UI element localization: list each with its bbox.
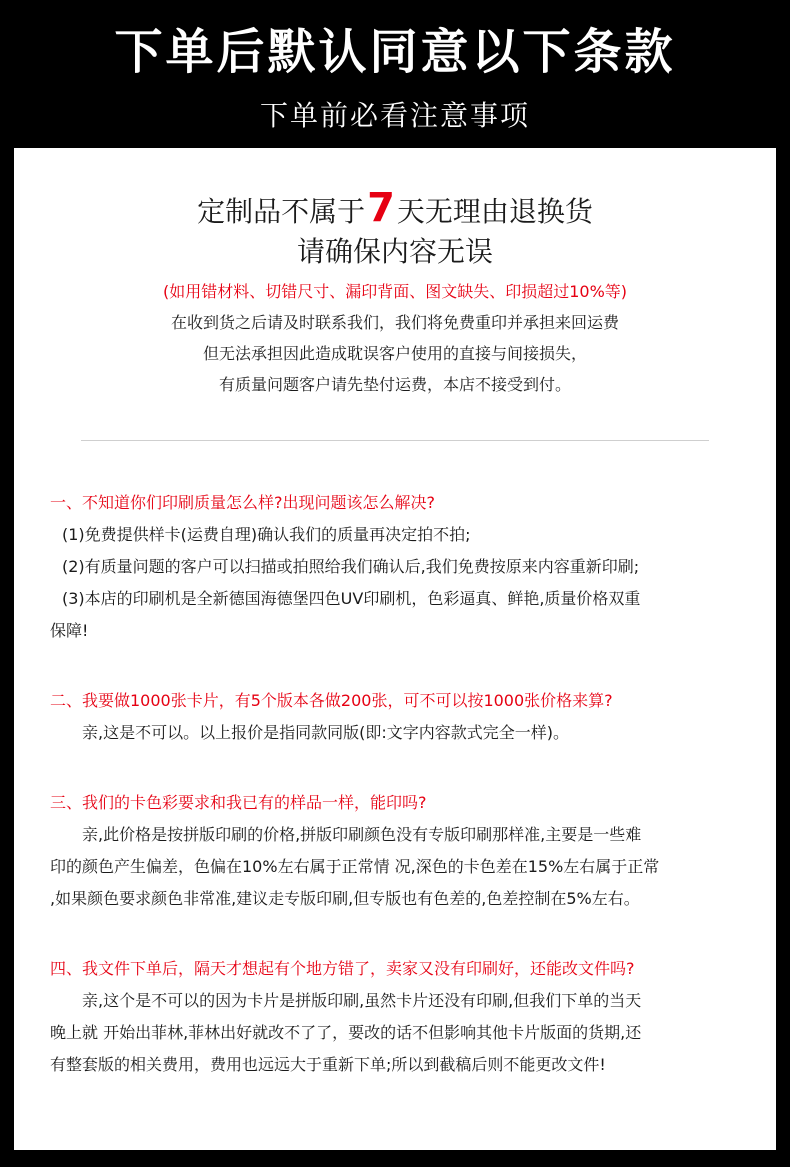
faq-answer: (3)本店的印刷机是全新德国海德堡四色UV印刷机，色彩逼真、鲜艳,质量价格双重 xyxy=(62,589,641,608)
page-subtitle: 下单前必看注意事项 xyxy=(259,99,530,132)
terms-card xyxy=(14,148,776,1150)
faq-answer: 亲,这是不可以。以上报价是指同款同版(即:文字内容款式完全一样)。 xyxy=(82,723,569,742)
faq-answer: 印的颜色产生偏差，色偏在10%左右属于正常情 况,深色的卡色差在15%左右属于正常 xyxy=(50,857,660,876)
faq-answer: 亲,这个是不可以的因为卡片是拼版印刷,虽然卡片还没有印刷,但我们下单的当天 xyxy=(82,991,642,1010)
faq-item xyxy=(50,953,754,1081)
faq-item xyxy=(50,487,754,647)
notice-red-note: (如用错材料、切错尺寸、漏印背面、图文缺失、印损超过10%等) xyxy=(162,282,628,301)
faq-answer: (1)免费提供样卡(运费自理)确认我们的质量再决定拍不拍; xyxy=(62,525,471,544)
faq-answer: 有整套版的相关费用，费用也远远大于重新下单;所以到截稿后则不能更改文件! xyxy=(50,1055,606,1074)
faq-answer: ,如果颜色要求颜色非常准,建议走专版印刷,但专版也有色差的,色差控制在5%左右。 xyxy=(50,889,640,908)
notice-headline-before: 定制品不属于 xyxy=(197,195,366,228)
header-banner xyxy=(0,0,790,148)
faq-list xyxy=(14,487,776,1081)
faq-question: 三、我们的卡色彩要求和我已有的样品一样，能印吗? xyxy=(50,793,427,812)
faq-answer: (2)有质量问题的客户可以扫描或拍照给我们确认后,我们免费按原来内容重新印刷; xyxy=(62,557,640,576)
faq-answer: 保障! xyxy=(50,621,89,640)
faq-item xyxy=(50,787,754,915)
notice-subheadline: 请确保内容无误 xyxy=(296,235,493,268)
faq-item xyxy=(50,685,754,749)
return-policy-notice xyxy=(14,148,776,400)
page-title: 下单后默认同意以下条款 xyxy=(114,24,676,80)
notice-line: 有质量问题客户请先垫付运费，本店不接受到付。 xyxy=(218,375,571,394)
seven-days-number: 7 xyxy=(367,185,395,231)
notice-headline-after: 天无理由退换货 xyxy=(396,195,593,228)
faq-question: 二、我要做1000张卡片，有5个版本各做200张，可不可以按1000张价格来算? xyxy=(50,691,613,710)
faq-question: 四、我文件下单后，隔天才想起有个地方错了，卖家又没有印刷好，还能改文件吗? xyxy=(50,959,635,978)
faq-answer: 晚上就 开始出菲林,菲林出好就改不了了，要改的话不但影响其他卡片版面的货期,还 xyxy=(50,1023,642,1042)
notice-line: 但无法承担因此造成耽误客户使用的直接与间接损失， xyxy=(202,344,587,363)
faq-question: 一、不知道你们印刷质量怎么样?出现问题该怎么解决? xyxy=(50,493,435,512)
faq-answer: 亲,此价格是按拼版印刷的价格,拼版印刷颜色没有专版印刷那样准,主要是一些难 xyxy=(82,825,642,844)
notice-headline xyxy=(14,185,776,232)
notice-line: 在收到货之后请及时联系我们，我们将免费重印并承担来回运费 xyxy=(170,313,619,332)
divider xyxy=(81,440,709,441)
